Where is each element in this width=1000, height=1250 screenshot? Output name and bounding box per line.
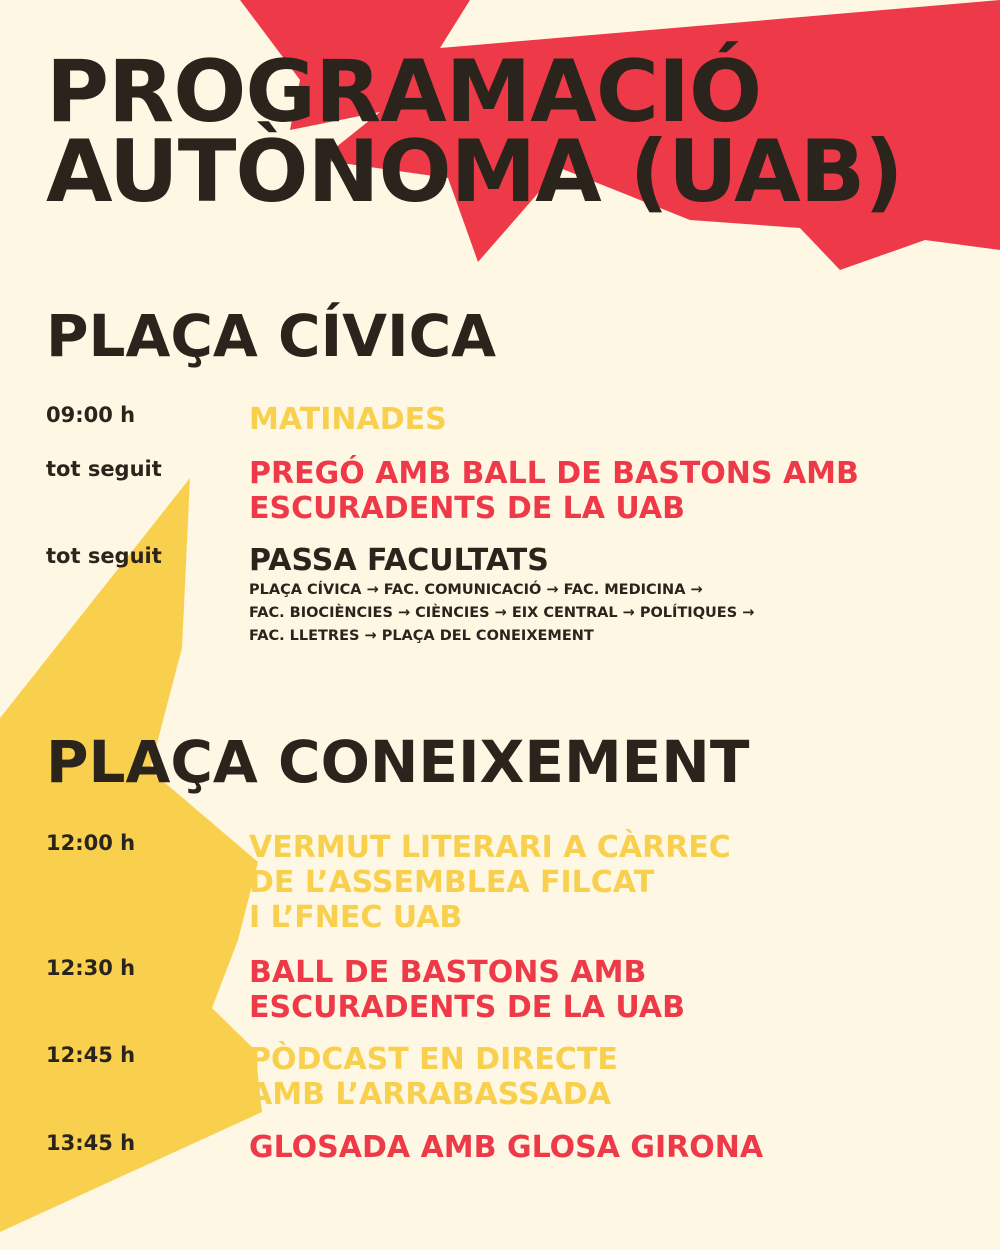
page-title-line-1: PROGRAMACIÓ: [46, 42, 762, 142]
section-title-placa-civica: PLAÇA CÍVICA: [46, 302, 497, 370]
event-title-line: AMB L’ARRABASSADA: [249, 1077, 611, 1112]
event-title-line: ESCURADENTS DE LA UAB: [249, 491, 685, 526]
event-time: tot seguit: [46, 457, 162, 481]
event-time: 12:30 h: [46, 956, 136, 980]
event-title: [249, 543, 549, 578]
event-title: [249, 1042, 618, 1112]
route-line: FAC. LLETRES → PLAÇA DEL CONEIXEMENT: [249, 628, 594, 644]
event-title: [249, 830, 731, 935]
event-time: 09:00 h: [46, 403, 136, 427]
event-time: 13:45 h: [46, 1131, 136, 1155]
event-title-line: PASSA FACULTATS: [249, 543, 549, 578]
event-title-line: PREGÓ AMB BALL DE BASTONS AMB: [249, 456, 859, 491]
route-line: FAC. BIOCIÈNCIES → CIÈNCIES → EIX CENTRAL → POLÍTIQUES →: [249, 605, 755, 621]
event-time: 12:45 h: [46, 1043, 136, 1067]
event-title-line: PÒDCAST EN DIRECTE: [249, 1042, 618, 1077]
event-title-line: GLOSADA AMB GLOSA GIRONA: [249, 1130, 764, 1165]
event-title: [249, 456, 859, 526]
route-line: PLAÇA CÍVICA → FAC. COMUNICACIÓ → FAC. MEDICINA →: [249, 582, 703, 598]
event-title-line: VERMUT LITERARI A CÀRREC: [249, 830, 731, 865]
event-title-line: DE L’ASSEMBLEA FILCAT: [249, 865, 655, 900]
event-title: [249, 402, 447, 437]
event-time: tot seguit: [46, 544, 162, 568]
page-title: [46, 42, 903, 222]
route-description: [249, 579, 754, 648]
event-title: [249, 955, 685, 1025]
event-time: 12:00 h: [46, 831, 136, 855]
section-title-placa-coneixement: PLAÇA CONEIXEMENT: [46, 728, 750, 796]
event-title-line: I L’FNEC UAB: [249, 900, 463, 935]
event-title-line: ESCURADENTS DE LA UAB: [249, 990, 685, 1025]
event-title: [249, 1130, 763, 1165]
page-title-line-2: AUTÒNOMA (UAB): [46, 122, 903, 222]
event-title-line: BALL DE BASTONS AMB: [249, 955, 647, 990]
event-title-line: MATINADES: [249, 402, 447, 437]
